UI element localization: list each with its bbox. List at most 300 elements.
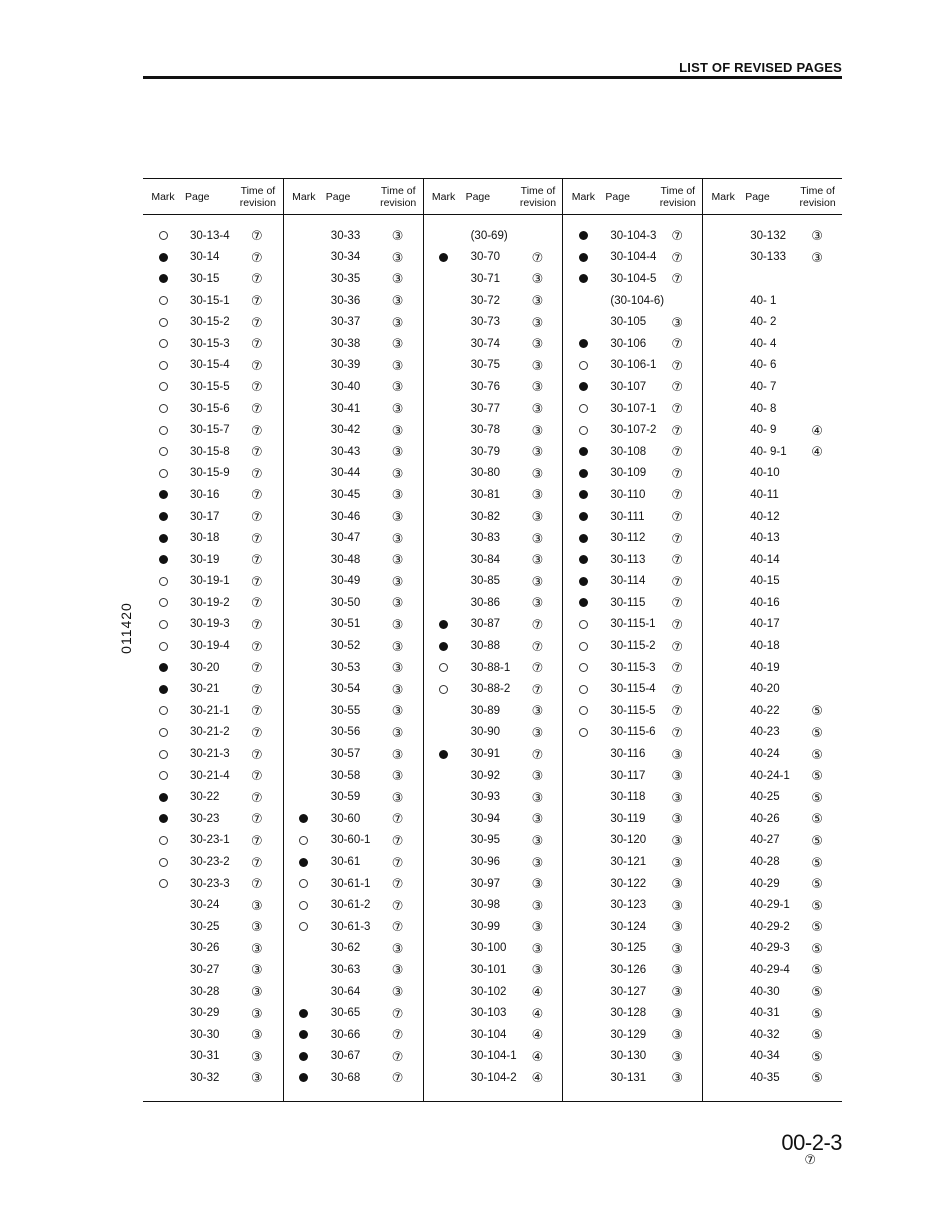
filled-circle-icon — [579, 555, 588, 564]
table-row — [143, 225, 283, 247]
table-row — [563, 1024, 702, 1046]
open-circle-icon — [159, 339, 168, 348]
revision-cell: ⑦ — [251, 768, 263, 784]
revision-cell: ⑦ — [531, 638, 544, 654]
revision-cell: ⑦ — [671, 422, 684, 438]
table-row — [284, 873, 423, 895]
filled-circle-icon — [439, 620, 448, 629]
table-row — [143, 398, 283, 420]
table-row — [703, 1067, 842, 1089]
table-row — [284, 1067, 423, 1089]
revision-cell: ③ — [391, 357, 404, 373]
revision-cell: ⑦ — [671, 401, 684, 417]
mark-cell — [143, 253, 183, 262]
table-row — [143, 311, 283, 333]
table-row — [424, 311, 563, 333]
page-number-cell: 30-115 — [610, 596, 646, 609]
page-number-cell: 30-89 — [470, 704, 501, 717]
page-number-cell: 30-45 — [330, 488, 361, 501]
page-number-cell: 40-31 — [750, 1007, 780, 1020]
page-number-cell: 30-16 — [190, 488, 220, 501]
table-row — [424, 959, 563, 981]
mark-cell — [143, 447, 183, 456]
page-number-cell: 30-107 — [610, 380, 647, 393]
page-number-cell: 40-18 — [750, 640, 780, 653]
header-page: Page — [325, 190, 351, 203]
revision-cell: ④ — [531, 984, 544, 1000]
revision-cell: ③ — [531, 811, 544, 827]
page-number-cell: 40- 8 — [750, 402, 777, 415]
page-number-cell: 30-88-2 — [470, 683, 511, 696]
page-number-cell: 30-79 — [470, 445, 501, 458]
page-number-cell: 30-71 — [470, 272, 501, 285]
page-number-cell: 40- 4 — [750, 337, 777, 350]
revision-cell: ③ — [391, 444, 404, 460]
table-row — [703, 1002, 842, 1024]
table-row — [424, 355, 563, 377]
revision-cell: ⑤ — [811, 832, 823, 848]
page-number-cell: 30-104-4 — [610, 251, 657, 264]
table-row — [284, 592, 423, 614]
table-row — [284, 333, 423, 355]
mark-cell — [143, 318, 183, 327]
mark-cell — [424, 642, 464, 651]
mark-cell — [143, 339, 183, 348]
open-circle-icon — [579, 728, 588, 737]
revision-cell: ③ — [391, 940, 404, 956]
header-page: Page — [185, 190, 210, 203]
revision-cell: ⑤ — [811, 940, 823, 956]
table-row — [284, 571, 423, 593]
page-number-cell: 30-37 — [330, 316, 361, 329]
table-row — [563, 441, 702, 463]
table-row — [703, 894, 842, 916]
revision-cell: ③ — [391, 681, 404, 697]
revision-cell: ⑦ — [671, 595, 684, 611]
revision-cell: ⑤ — [811, 703, 823, 719]
page-number-cell: 30-15-7 — [190, 424, 230, 437]
revision-cell: ⑦ — [391, 832, 404, 848]
mark-cell — [143, 404, 183, 413]
filled-circle-icon — [579, 231, 588, 240]
table-row — [563, 959, 702, 981]
table-row — [563, 311, 702, 333]
revision-cell: ③ — [391, 422, 404, 438]
table-row — [143, 959, 283, 981]
filled-circle-icon — [159, 490, 168, 499]
filled-circle-icon — [299, 1052, 308, 1061]
revision-cell: ③ — [811, 249, 823, 265]
table-row — [143, 1067, 283, 1089]
page-number-cell: 30-15-6 — [190, 402, 230, 415]
page-number-cell: 30-23-1 — [190, 834, 230, 847]
page-number-cell: 30-64 — [330, 985, 361, 998]
revision-cell: ⑦ — [251, 271, 263, 287]
filled-circle-icon — [159, 814, 168, 823]
table-row — [563, 549, 702, 571]
page-number-cell: 30-115-4 — [610, 683, 656, 696]
mark-cell — [284, 879, 324, 888]
page-number-cell: 40-24 — [750, 748, 780, 761]
page-number-cell: 30-70 — [470, 251, 501, 264]
revision-cell: ⑦ — [251, 660, 263, 676]
table-row — [563, 527, 702, 549]
page-number-cell: 40-29-3 — [750, 942, 790, 955]
table-row — [284, 484, 423, 506]
revision-cell: ⑤ — [811, 854, 823, 870]
mark-cell — [563, 534, 603, 543]
page-number-cell: 30-72 — [470, 294, 501, 307]
revision-cell: ③ — [391, 465, 404, 481]
table-row — [284, 765, 423, 787]
table-row — [563, 614, 702, 636]
revision-cell: ⑦ — [671, 465, 684, 481]
page-number-cell: 30-15-8 — [190, 445, 230, 458]
table-row — [563, 268, 702, 290]
revision-cell: ⑦ — [671, 703, 684, 719]
page-header-title: LIST OF REVISED PAGES — [679, 60, 842, 75]
table-row — [563, 463, 702, 485]
revision-cell: ③ — [391, 293, 404, 309]
page-number-cell: 30-61 — [330, 856, 361, 869]
table-row — [424, 441, 563, 463]
page-number-cell: 30-126 — [610, 963, 647, 976]
revision-cell: ③ — [391, 789, 404, 805]
page-number-cell: 30-102 — [470, 985, 507, 998]
page-number-cell: 30-20 — [190, 661, 220, 674]
table-row — [703, 959, 842, 981]
page-number-cell: 30-78 — [470, 424, 501, 437]
page-number-cell: 40-29-4 — [750, 963, 790, 976]
table-row — [143, 830, 283, 852]
table-row — [143, 376, 283, 398]
revision-cell: ⑦ — [391, 1027, 404, 1043]
revision-cell: ③ — [531, 465, 544, 481]
page-number-cell: 30-28 — [190, 985, 220, 998]
revision-cell: ⑦ — [671, 271, 684, 287]
page-number-cell: 30-90 — [470, 726, 501, 739]
open-circle-icon — [579, 426, 588, 435]
mark-cell — [563, 490, 603, 499]
revision-cell: ③ — [251, 897, 263, 913]
table-row — [143, 333, 283, 355]
revision-cell: ③ — [391, 573, 404, 589]
mark-cell — [284, 1009, 324, 1018]
table-row — [143, 808, 283, 830]
header-mark: Mark — [292, 190, 316, 203]
page-number-cell: 30-15-2 — [190, 316, 230, 329]
revision-cell: ⑦ — [251, 724, 263, 740]
page-number-cell: 30-115-2 — [610, 640, 656, 653]
filled-circle-icon — [299, 1030, 308, 1039]
page-number-cell: 30-23 — [190, 812, 220, 825]
table-row — [563, 894, 702, 916]
table-row — [563, 506, 702, 528]
page-number-cell: 30-133 — [750, 251, 786, 264]
revision-cell: ③ — [251, 984, 263, 1000]
table-row — [703, 290, 842, 312]
page-number-cell: 30-55 — [330, 704, 361, 717]
mark-cell — [424, 685, 464, 694]
mark-cell — [143, 534, 183, 543]
revision-cell: ③ — [671, 1027, 684, 1043]
header-page: Page — [605, 190, 630, 203]
open-circle-icon — [159, 296, 168, 305]
table-row — [703, 830, 842, 852]
open-circle-icon — [159, 447, 168, 456]
open-circle-icon — [579, 620, 588, 629]
revision-cell: ③ — [671, 897, 684, 913]
table-row — [284, 290, 423, 312]
revision-cell: ⑦ — [251, 811, 263, 827]
table-row — [703, 484, 842, 506]
page-number-cell: 30-123 — [610, 899, 647, 912]
open-circle-icon — [159, 361, 168, 370]
revision-cell: ③ — [391, 660, 404, 676]
page-number-cell: 30-31 — [190, 1050, 220, 1063]
page-number-cell: 30-104 — [470, 1028, 507, 1041]
revision-cell: ⑤ — [811, 746, 823, 762]
table-row — [143, 441, 283, 463]
table-row — [703, 700, 842, 722]
revision-cell: ③ — [531, 314, 544, 330]
page-number-cell: 30-54 — [330, 683, 361, 696]
table-row — [424, 657, 563, 679]
revision-cell: ⑦ — [671, 487, 684, 503]
table-row — [563, 635, 702, 657]
page-number-cell: 30-121 — [610, 856, 647, 869]
table-row — [424, 1046, 563, 1068]
column-header — [703, 179, 842, 215]
revision-cell: ⑦ — [671, 660, 684, 676]
table-row — [703, 463, 842, 485]
table-row — [703, 808, 842, 830]
page-number-cell: 30-53 — [330, 661, 361, 674]
page-number-cell: 40-30 — [750, 985, 780, 998]
page-number-cell: 30-115-6 — [610, 726, 656, 739]
page-number-cell: 30-27 — [190, 963, 220, 976]
mark-cell — [143, 620, 183, 629]
table-row — [703, 938, 842, 960]
table-row — [703, 743, 842, 765]
page-number-cell: 30-15-9 — [190, 467, 230, 480]
revision-cell: ③ — [391, 401, 404, 417]
table-row — [563, 1046, 702, 1068]
page-number-cell: 30-26 — [190, 942, 220, 955]
table-row — [143, 700, 283, 722]
revision-cell: ③ — [531, 401, 544, 417]
header-revision: Time of revision — [799, 184, 836, 209]
open-circle-icon — [579, 706, 588, 715]
page-number-cell: 30-77 — [470, 402, 501, 415]
table-row — [424, 851, 563, 873]
revision-cell: ③ — [531, 336, 544, 352]
mark-cell — [143, 231, 183, 240]
mark-cell — [143, 577, 183, 586]
table-row — [284, 981, 423, 1003]
page-number-cell: 30-43 — [330, 445, 361, 458]
table-row — [563, 808, 702, 830]
table-row — [563, 419, 702, 441]
table-row — [143, 1046, 283, 1068]
revision-cell: ③ — [811, 228, 823, 244]
page-number-cell: 30-61-1 — [330, 877, 371, 890]
table-row — [424, 808, 563, 830]
table-row — [143, 1024, 283, 1046]
page-number-cell: 30-105 — [610, 316, 647, 329]
page-number-cell: 30-131 — [610, 1071, 647, 1084]
table-row — [424, 268, 563, 290]
table-row — [424, 894, 563, 916]
table-row — [424, 247, 563, 269]
page-number-cell: 40-17 — [750, 618, 780, 631]
revision-cell: ⑤ — [811, 789, 823, 805]
table-row — [563, 657, 702, 679]
revision-cell: ③ — [531, 854, 544, 870]
revision-cell: ③ — [531, 357, 544, 373]
open-circle-icon — [579, 361, 588, 370]
page-number-cell: 30-117 — [610, 769, 646, 782]
page-number-cell: 30-118 — [610, 791, 646, 804]
table-row — [143, 355, 283, 377]
table-row — [143, 657, 283, 679]
table-row — [563, 225, 702, 247]
open-circle-icon — [159, 836, 168, 845]
mark-cell — [284, 836, 324, 845]
table-row — [424, 830, 563, 852]
table-row — [424, 722, 563, 744]
revision-cell: ③ — [671, 1048, 684, 1064]
column-block-2 — [283, 179, 423, 1101]
table-row — [703, 614, 842, 636]
table-row — [703, 268, 842, 290]
revision-cell: ⑤ — [811, 876, 823, 892]
page-number-cell: 30-66 — [330, 1028, 361, 1041]
table-row — [424, 225, 563, 247]
table-row — [424, 786, 563, 808]
table-row — [703, 225, 842, 247]
revision-cell: ⑦ — [391, 1070, 404, 1086]
revision-cell: ③ — [671, 919, 684, 935]
revision-cell: ③ — [391, 487, 404, 503]
open-circle-icon — [159, 318, 168, 327]
table-row — [563, 376, 702, 398]
page-number-cell: 30-39 — [330, 359, 361, 372]
revision-cell: ③ — [391, 379, 404, 395]
page-number-cell: 30-119 — [610, 812, 646, 825]
mark-cell — [143, 361, 183, 370]
revision-cell: ③ — [531, 293, 544, 309]
page-number-cell: 30-21-2 — [190, 726, 230, 739]
page-number-cell: 30-86 — [470, 596, 501, 609]
revision-cell: ③ — [531, 768, 544, 784]
page-number-cell: 30-35 — [330, 272, 361, 285]
page-number-cell: 30-65 — [330, 1007, 361, 1020]
page-number-cell: 30-104-2 — [470, 1071, 517, 1084]
page-number-cell: 40-32 — [750, 1028, 780, 1041]
revision-cell: ⑦ — [671, 228, 684, 244]
page-number-cell: 30-38 — [330, 337, 361, 350]
page-number-cell: 40-29 — [750, 877, 780, 890]
table-row — [703, 333, 842, 355]
page-number-cell: 30-103 — [470, 1007, 507, 1020]
page-number-cell: 30-108 — [610, 445, 647, 458]
side-document-code: 011420 — [118, 602, 134, 654]
table-row — [563, 571, 702, 593]
column-header — [424, 179, 563, 215]
page-number-cell: 30-130 — [610, 1050, 647, 1063]
filled-circle-icon — [579, 598, 588, 607]
open-circle-icon — [579, 404, 588, 413]
revision-cell: ⑦ — [251, 595, 263, 611]
page-number-cell: 40-35 — [750, 1071, 780, 1084]
page-number-cell: 30-33 — [330, 229, 361, 242]
page-number-cell: 30-100 — [470, 942, 507, 955]
page-number-cell: 30-92 — [470, 769, 501, 782]
revision-cell: ⑦ — [391, 897, 404, 913]
revision-cell: ③ — [251, 1005, 263, 1021]
table-row — [563, 484, 702, 506]
revision-cell: ⑦ — [531, 681, 544, 697]
page-number-cell: 40- 7 — [750, 380, 777, 393]
page-number-cell: 30-96 — [470, 856, 501, 869]
table-row — [563, 592, 702, 614]
table-row — [284, 1024, 423, 1046]
page-number-cell: 30-99 — [470, 920, 501, 933]
revision-cell: ⑤ — [811, 768, 823, 784]
revision-cell: ⑤ — [811, 962, 823, 978]
table-row — [424, 614, 563, 636]
header-page: Page — [745, 190, 770, 203]
revision-cell: ⑦ — [671, 724, 684, 740]
open-circle-icon — [159, 382, 168, 391]
table-row — [284, 635, 423, 657]
page-number-cell: 30-75 — [470, 359, 501, 372]
revision-cell: ⑦ — [671, 509, 684, 525]
page-number-cell: 30-101 — [470, 963, 507, 976]
page-number-cell: 30-48 — [330, 553, 361, 566]
revision-cell: ③ — [531, 530, 544, 546]
revision-cell: ⑦ — [251, 444, 263, 460]
filled-circle-icon — [159, 274, 168, 283]
table-row — [563, 938, 702, 960]
mark-cell — [563, 642, 603, 651]
page-number-cell: 30-15-3 — [190, 337, 230, 350]
open-circle-icon — [299, 836, 308, 845]
revision-cell: ⑦ — [251, 530, 263, 546]
revision-cell: ⑤ — [811, 1048, 823, 1064]
revision-cell: ⑤ — [811, 897, 823, 913]
table-row — [703, 851, 842, 873]
page-number-cell: 30-19-1 — [190, 575, 230, 588]
table-row — [424, 1024, 563, 1046]
revision-cell: ⑦ — [251, 509, 263, 525]
table-row — [143, 592, 283, 614]
revision-cell: ③ — [391, 746, 404, 762]
revision-cell: ⑦ — [251, 746, 263, 762]
revision-cell: ⑦ — [251, 854, 263, 870]
page-number-cell: 30-81 — [470, 488, 501, 501]
table-row — [424, 290, 563, 312]
header-rule — [143, 76, 842, 79]
table-row — [703, 592, 842, 614]
filled-circle-icon — [159, 685, 168, 694]
revision-cell: ⑤ — [811, 1070, 823, 1086]
page-number-cell: 30-132 — [750, 229, 786, 242]
page-number-cell: 30-104-3 — [610, 229, 657, 242]
table-row — [143, 247, 283, 269]
table-row — [563, 398, 702, 420]
